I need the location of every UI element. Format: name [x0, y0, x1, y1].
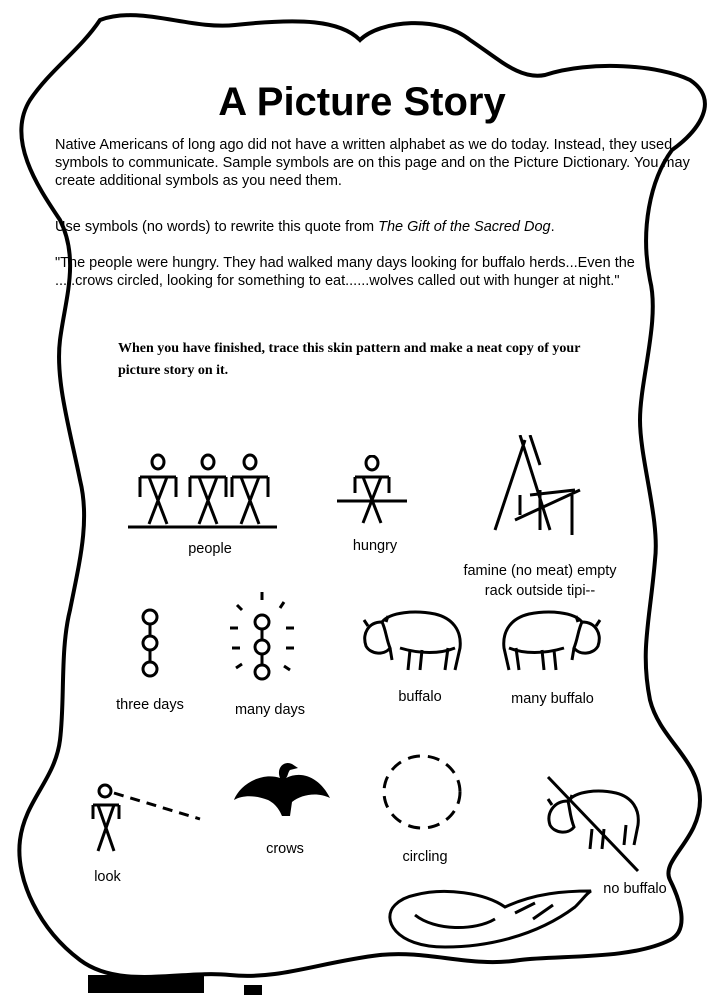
scan-mark	[244, 985, 262, 995]
people-label: people	[188, 541, 232, 557]
quote-text: "The people were hungry. They had walked many days looking for buffalo herds...Even the .....crows circled, looking for something to eat......wolves called out with hunger at night."	[55, 255, 635, 289]
crows-label: crows	[266, 841, 304, 857]
look-symbol	[88, 783, 203, 853]
instruction-suffix: .	[550, 219, 555, 235]
many-days-label: many days	[234, 702, 306, 718]
buffalo-label: buffalo	[398, 689, 442, 705]
hungry-symbol	[335, 455, 410, 530]
three-days-symbol	[135, 608, 165, 680]
instruction-prefix: Use symbols (no words) to rewrite this quote from	[55, 219, 379, 235]
famine-symbol	[490, 435, 585, 535]
instruction-text	[55, 218, 695, 236]
page-title: A Picture Story	[218, 80, 506, 124]
circling-symbol	[380, 752, 464, 832]
famine-label-line1: famine (no meat) empty	[463, 563, 617, 579]
no-buffalo-symbol	[540, 775, 650, 873]
final-instruction: When you have finished, trace this skin pattern and make a neat copy of your picture story on it.	[118, 341, 581, 378]
skin-tail-drawing	[385, 885, 595, 955]
intro-paragraph: Native Americans of long ago did not have a written alphabet as we do today. Instead, they used symbols to communicate. Sample symbols are on this page and on the Picture Dictionary. You may create additional symbols as you need them.	[55, 137, 690, 189]
book-title: The Gift of the Sacred Dog	[378, 219, 551, 235]
crow-symbol	[232, 758, 332, 818]
famine-label-line2: rack outside tipi--	[484, 583, 596, 599]
many-buffalo-label: many buffalo	[511, 691, 594, 707]
many-days-symbol	[222, 590, 302, 685]
no-buffalo-label: no buffalo	[603, 881, 667, 897]
scan-redaction-bar	[88, 975, 204, 993]
three-days-label: three days	[116, 697, 184, 713]
circling-label: circling	[402, 849, 448, 865]
look-label: look	[94, 869, 121, 885]
people-symbol	[125, 452, 280, 532]
buffalo-symbol	[360, 608, 468, 674]
hungry-label: hungry	[352, 538, 398, 554]
many-buffalo-symbol	[496, 608, 604, 674]
